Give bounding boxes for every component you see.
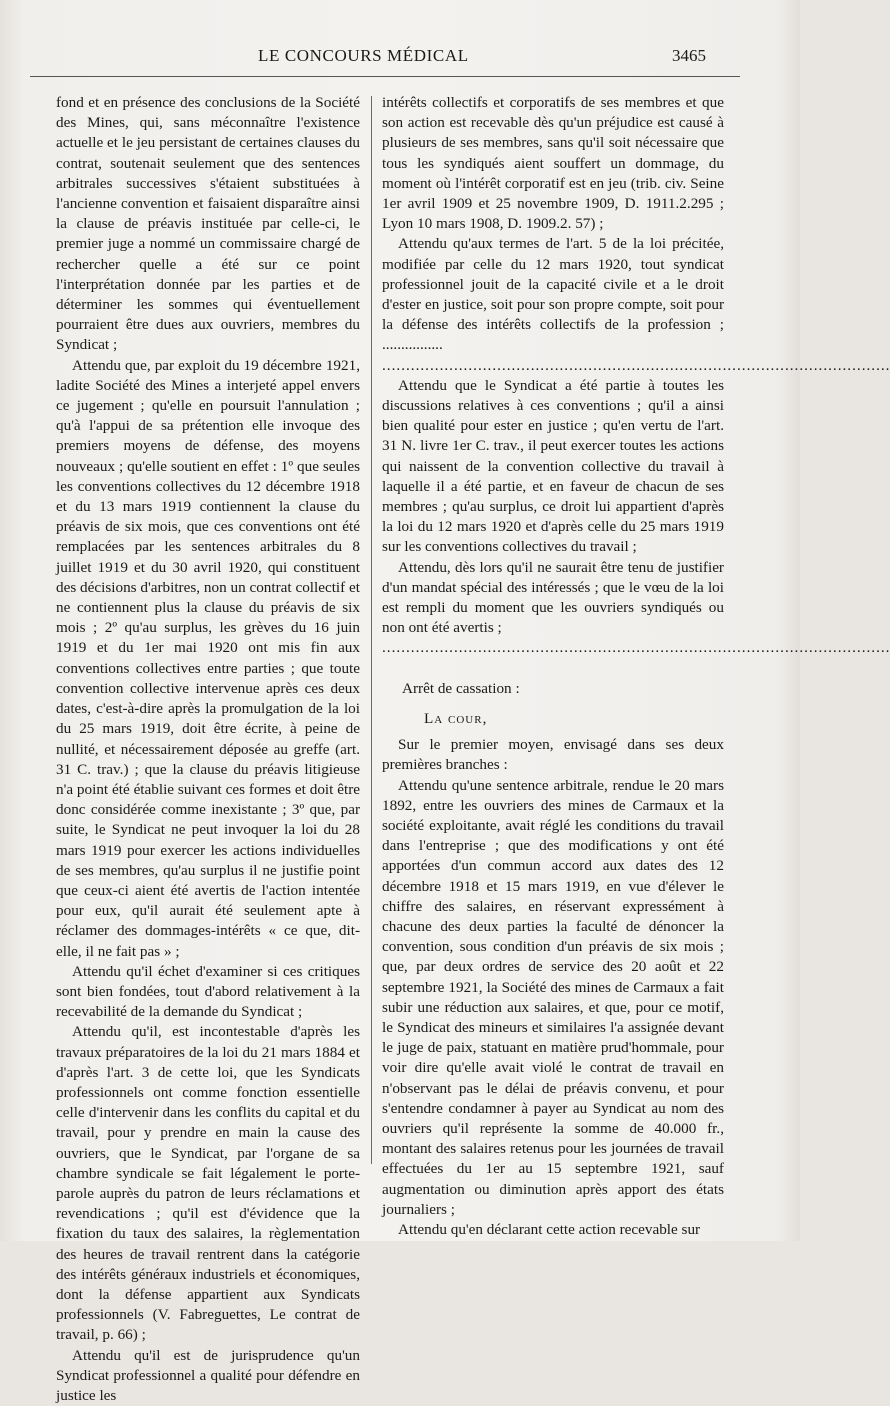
paragraph: Attendu qu'il, est incontestable d'après les travaux préparatoires de la loi du 21 mars 1884 et d'après l'art. 3 de cette loi, que les Syndicats professionnels ont comme fonction essentielle celle d'intervenir dans les conflits du capital et du travail, pour y prendre en main la cause des ouvriers, que le Syndicat, par l'organe de sa chambre syndicale se fait légalement le porte-parole auprès du patron de leurs réclamations et revendications ; qu'il est d'évidence que la fixation du taux des salaires, la règlementation des heures de travail rentrent dans la catégorie des intérêts généraux industriels et économiques, dont la défense appartient aux Syndicats professionnels (V. Fabreguettes, Le contrat de travail, p. 66) ; <box>56 1023 360 1344</box>
section-title: Arrêt de cassation : <box>402 679 520 697</box>
paragraph: Sur le premier moyen, envisagé dans ses deux premières branches : <box>382 736 724 774</box>
paragraph: Attendu qu'aux termes de l'art. 5 de la loi précitée, modifiée par celle du 12 mars 1920, tout syndicat professionnel jouit de la capacité civile et a le droit d'ester en justice, soit pour son propre compte, soit pour la défense des intérêts collectifs de la profession ; ................ <box>382 235 724 354</box>
paragraph: fond et en présence des conclusions de la Société des Mines, qui, sans méconnaître l'existence actuelle et le jeu persistant de certaines clauses du contrat, soutenait seulement que des sentences arbitrales successives s'étaient substituées à l'ancienne convention et faisaient disparaître ainsi la clause de préavis instituée par celle-ci, le premier juge a nommé un commissaire chargé de rechercher quelle a été sur ce point l'interprétation donnée par les parties et de déterminer les sommes qui éventuellement pourraient être dues aux ouvriers, membres du Syndicat ; <box>56 94 360 354</box>
page-number: 3465 <box>672 46 706 65</box>
running-title: LE CONCOURS MÉDICAL <box>258 46 469 65</box>
ellipsis-line: .......................................................................................................... <box>382 639 890 657</box>
left-column <box>56 93 360 1406</box>
ellipsis-line: .......................................................................................................... <box>382 356 890 374</box>
paragraph: Attendu qu'une sentence arbitrale, rendue le 20 mars 1892, entre les ouvriers des mines de Carmaux et la société exploitante, avait réglé les conditions du travail dans l'entreprise ; que des modifications y ont été apportées d'un commun accord aux dates des 12 décembre 1918 et 15 mars 1919, en vue d'élever le chiffre des salaires, en réservant expressément à chacune des deux parties la faculté de dénoncer la convention, sous condition d'un préavis de six mois ; que, par deux ordres de service des 20 août et 22 septembre 1921, la Société des mines de Carmaux a fait subir une réduction aux salaires, et que, pour ce motif, le Syndicat des mineurs et similaires l'a assignée devant le juge de paix, statuant en matière prud'hommale, pour voir dire qu'elle avait violé le contrat de travail en n'observant pas le délai de préavis convenu, et pour s'entendre condamner à payer au Syndicat au nom des ouvriers qu'il représente la somme de 40.000 fr., montant des salaires retenus pour les journées de travail effectuées du 1er au 15 septembre 1921, sauf augmentation ou diminution après apport des états journaliers ; <box>382 776 724 1218</box>
paragraph: Attendu qu'en déclarant cette action recevable sur <box>398 1220 701 1238</box>
column-divider <box>371 96 372 1164</box>
paragraph: Attendu qu'il échet d'examiner si ces critiques sont bien fondées, tout d'abord relativement à la recevabilité de la demande du Syndicat ; <box>56 962 360 1021</box>
paragraph: Attendu que le Syndicat a été partie à toutes les discussions relatives à ces conventions ; qu'il a ainsi bien qualité pour ester en justice ; qu'en vertu de l'art. 31 N. livre 1er C. trav., il peut exercer toutes les actions qui naissent de la convention collective du travail à laquelle il a été partie, et en faveur de chacun de ses membres ; qu'au surplus, ce droit lui appartient d'après la loi du 12 mars 1920 et d'après celle du 25 mars 1919 sur les conventions collectives du travail ; <box>382 376 724 556</box>
header-rule <box>30 76 740 77</box>
page-header <box>0 46 800 70</box>
paragraph: intérêts collectifs et corporatifs de ses membres et que son action est recevable dès qu'un préjudice est causé à plusieurs de ses membres, sans qu'il soit nécessaire que tous les syndiqués aient souffert un dommage, du moment où l'intérêt corporatif est en jeu (trib. civ. Seine 1er avril 1909 et 25 novembre 1909, D. 1911.2.295 ; Lyon 10 mars 1908, D. 1909.2. 57) ; <box>382 94 724 233</box>
right-column <box>382 93 890 1240</box>
paragraph: Attendu, dès lors qu'il ne saurait être tenu de justifier d'un mandat spécial des intéressés ; que le vœu de la loi est rempli du moment que les ouvriers syndiqués ou non ont été avertis ; <box>382 558 724 637</box>
court-label: La cour, <box>424 709 488 727</box>
paragraph: Attendu que, par exploit du 19 décembre 1921, ladite Société des Mines a interjeté appel envers ce jugement ; qu'elle en poursuit l'annulation ; qu'à l'appui de sa prétention elle invoque des premiers moyens de défense, des moyens nouveaux ; qu'elle soutient en effet : 1º que seules les conventions collectives du 12 décembre 1918 et du 13 mars 1919 contiennent la clause du préavis de six mois, que ces conventions ont été remplacées par les sentences arbitrales du 8 juillet 1919 et du 30 avril 1920, qui constituent des décisions d'arbitres, non un contrat collectif et ne contiennent plus la clause du préavis de six mois ; 2º qu'au surplus, les grèves du 16 juin 1919 et du 1er mai 1920 ont mis fin aux conventions collectives entre parties ; que toute convention collective intervenue après ces deux dates, c'est-à-dire après la promulgation de la loi du 25 mars 1919, doit être écrite, à peine de nullité, et nécessairement déposée au greffe (art. 31 C. trav.) ; que la clause du préavis litigieuse n'a point été établie suivant ces formes et doit être donc considérée comme inexistante ; 3º que, par suite, le Syndicat ne peut invoquer la loi du 28 mars 1919 pour exercer les actions individuelles de ses membres, qu'au surplus il ne justifie point que ceux-ci aient été avertis de l'action intentée pour eux, qu'il aurait été seulement apte à réclamer des dommages-intérêts « ce que, dit-elle, il ne fait pas » ; <box>56 356 360 960</box>
paragraph: Attendu qu'il est de jurisprudence qu'un Syndicat professionnel a qualité pour défendre en justice les <box>56 1346 360 1404</box>
spacer <box>382 659 724 669</box>
